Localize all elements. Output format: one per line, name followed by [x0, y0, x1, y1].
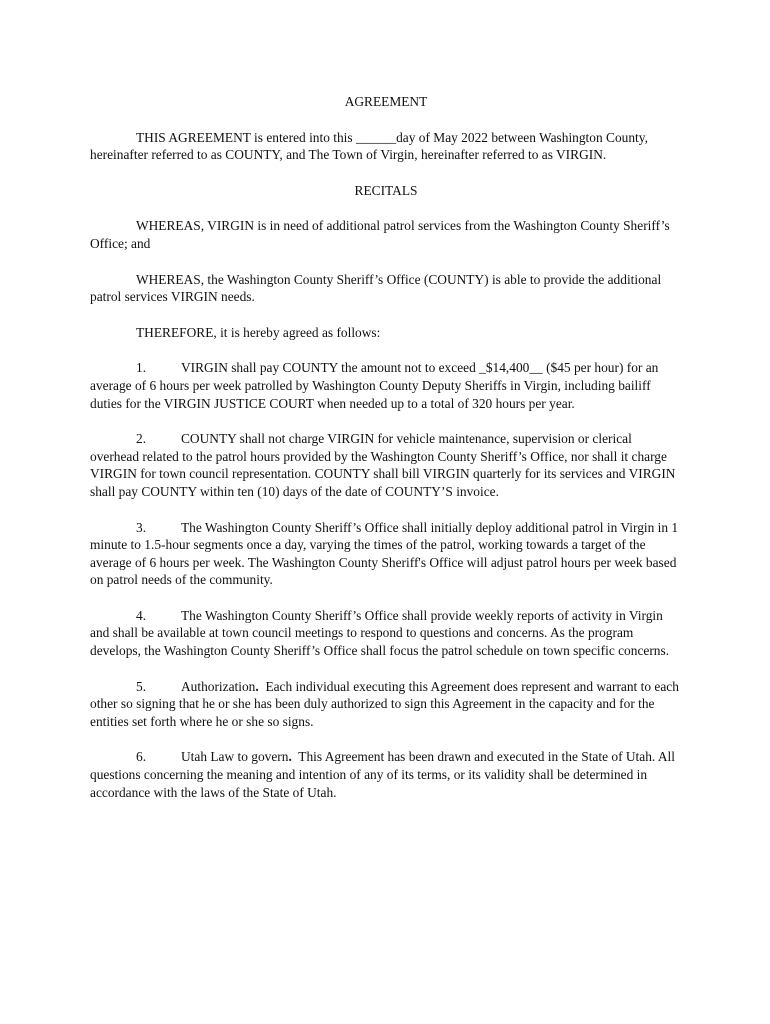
- clause-2: [90, 430, 682, 500]
- therefore-paragraph: THEREFORE, it is hereby agreed as follows:: [136, 324, 381, 340]
- clause-text: COUNTY shall not charge VIRGIN for vehicle maintenance, supervision or clerical overhead related to the patrol hours provided by the Washington County Sheriff’s Office, nor shall it charge VIRGIN for town council representation. COUNTY shall bill VIRGIN quarterly for its services and VIRGIN shall pay COUNTY within ten (10) days of the date of COUNTY’S invoice.: [90, 431, 676, 499]
- clause-number: 5.: [136, 678, 147, 694]
- intro-paragraph: THIS AGREEMENT is entered into this ______day of May 2022 between Washington County, hereinafter referred to as COUNTY, and The Town of Virgin, hereinafter referred to as VIRGIN.: [90, 129, 648, 163]
- clause-text: The Washington County Sheriff’s Office shall provide weekly reports of activity in Virgin and shall be available at town council meetings to respond to questions and concerns. As the program develops, the Washington County Sheriff’s Office shall focus the patrol schedule on town specific concerns.: [90, 607, 670, 659]
- whereas-paragraph-2: WHEREAS, the Washington County Sheriff’s Office (COUNTY) is able to provide the additional patrol services VIRGIN needs.: [90, 271, 662, 305]
- clause-3: [90, 519, 682, 589]
- recitals-heading: RECITALS: [354, 182, 418, 198]
- agreement-page: [90, 93, 682, 801]
- clause-text: This Agreement has been drawn and executed in the State of Utah. All questions concerning the meaning and intention of any of its terms, or its validity shall be determined in accordance with the laws of the State of Utah.: [90, 749, 675, 800]
- document-title: AGREEMENT: [344, 94, 428, 109]
- clause-6: 6. Utah Law to govern. This Agreement has been drawn and executed in the State of Utah. All questions concerning the meaning and intention of any of its terms, or its validity shall be determined in accordance with the laws of the State of Utah.: [90, 749, 675, 800]
- clause-1: [90, 359, 682, 412]
- clause-text: VIRGIN shall pay COUNTY the amount not to exceed _$14,400__ ($45 per hour) for an average of 6 hours per week patrolled by Washington County Deputy Sheriffs in Virgin, including bailiff duties for the VIRGIN JUSTICE COURT when needed up to a total of 320 hours per year.: [90, 360, 659, 411]
- clause-number: 1.: [136, 360, 147, 376]
- clause-number: 3.: [136, 519, 147, 535]
- clause-5: 5. Authorization. Each individual executing this Agreement does represent and warrant to each other so signing that he or she has been duly authorized to sign this Agreement in the capacity and for the entities set forth where he or she so signs.: [90, 678, 679, 729]
- clause-heading: Utah Law to govern: [181, 749, 289, 765]
- clause-number: 2.: [136, 431, 147, 447]
- clause-number: 4.: [136, 607, 147, 623]
- clause-text: The Washington County Sheriff’s Office shall initially deploy additional patrol in Virgin in 1 minute to 1.5-hour segments once a day, varying the times of the patrol, working towards a target of the average of 6 hours per week. The Washington County Sheriff's Office will adjust patrol hours per week based on patrol needs of the community.: [90, 519, 679, 588]
- clause-text: Each individual executing this Agreement does represent and warrant to each other so signing that he or she has been duly authorized to sign this Agreement in the capacity and for the entities set forth where he or she so signs.: [90, 678, 679, 729]
- clause-number: 6.: [136, 749, 147, 765]
- clause-4: [90, 607, 682, 660]
- whereas-paragraph-1: WHEREAS, VIRGIN is in need of additional patrol services from the Washington County Sheriff’s Office; and: [90, 218, 670, 251]
- clause-heading: Authorization: [181, 678, 256, 694]
